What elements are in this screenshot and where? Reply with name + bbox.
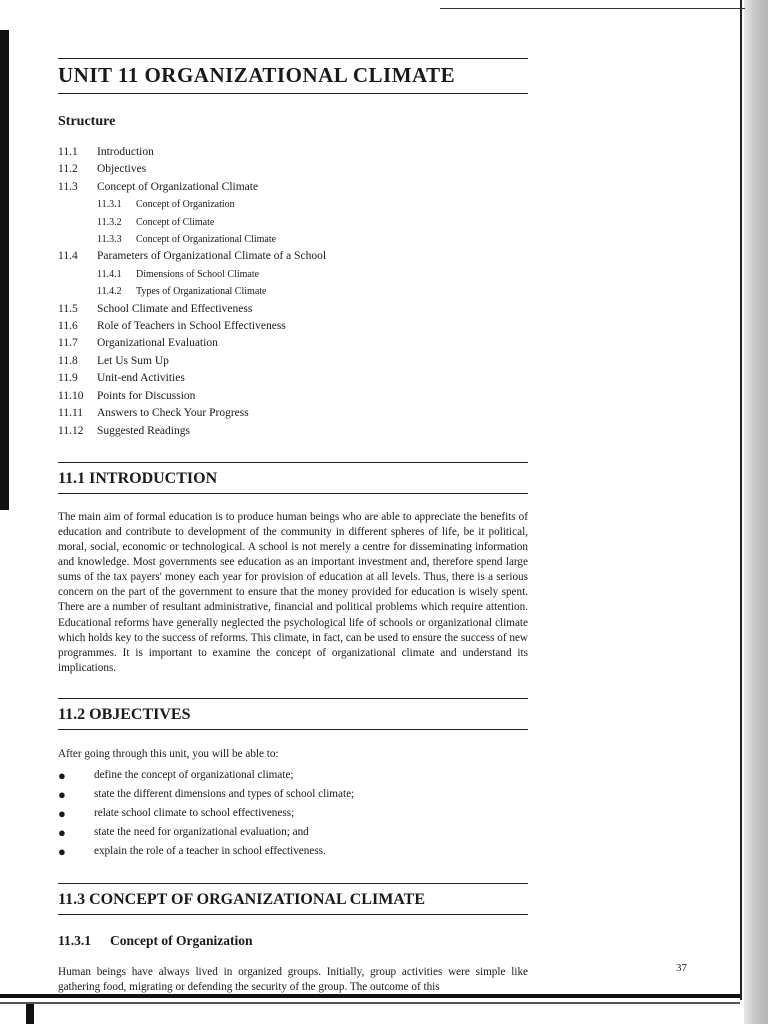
toc-label: Suggested Readings bbox=[97, 424, 190, 437]
toc-subentry bbox=[58, 196, 528, 213]
objective-item bbox=[58, 823, 528, 842]
toc-label: Organizational Evaluation bbox=[97, 337, 218, 350]
section-rule-top bbox=[58, 698, 528, 699]
subsection-number: 11.3.1 bbox=[58, 932, 92, 948]
bullet-icon: ● bbox=[58, 786, 66, 802]
toc-subentry bbox=[58, 266, 528, 283]
objective-item bbox=[58, 766, 528, 785]
section-rule-top bbox=[58, 883, 528, 884]
bottom-bar-thin bbox=[0, 1002, 740, 1004]
bullet-icon: ● bbox=[58, 824, 66, 840]
toc-entry bbox=[58, 423, 528, 440]
structure-heading: Structure bbox=[58, 114, 116, 129]
page-frame-top-line bbox=[440, 8, 745, 9]
objective-text: state the different dimensions and types of school climate; bbox=[94, 787, 355, 800]
section-heading: 11.3 CONCEPT OF ORGANIZATIONAL CLIMATE bbox=[58, 890, 426, 908]
toc-number: 11.4.1 bbox=[97, 268, 122, 280]
objective-text: relate school climate to school effectiveness; bbox=[94, 806, 295, 819]
objective-text: define the concept of organizational climate; bbox=[94, 768, 294, 781]
bottom-corner-mark bbox=[26, 1004, 34, 1024]
toc-label: Let Us Sum Up bbox=[97, 354, 169, 367]
toc-entry bbox=[58, 144, 528, 161]
toc-label: Concept of Organizational Climate bbox=[136, 234, 277, 246]
section-heading: 11.2 OBJECTIVES bbox=[58, 705, 191, 723]
toc-entry bbox=[58, 318, 528, 335]
toc-number: 11.5 bbox=[58, 302, 78, 315]
toc-number: 11.3.2 bbox=[97, 216, 122, 228]
section-rule-bottom bbox=[58, 493, 528, 494]
toc-entry bbox=[58, 161, 528, 178]
toc-entry bbox=[58, 301, 528, 318]
toc-number: 11.1 bbox=[58, 146, 78, 158]
toc-entry bbox=[58, 370, 528, 387]
unit-title: UNIT 11 ORGANIZATIONAL CLIMATE bbox=[58, 63, 456, 87]
bullet-icon: ● bbox=[58, 805, 66, 821]
introduction-section bbox=[58, 462, 528, 676]
toc-label: Concept of Organizational Climate bbox=[97, 180, 259, 193]
page-frame-left-bar bbox=[0, 30, 9, 510]
toc-label: Dimensions of School Climate bbox=[136, 268, 260, 280]
page-content bbox=[58, 58, 528, 995]
section-rule-bottom bbox=[58, 914, 528, 915]
objective-text: state the need for organizational evaluation; and bbox=[94, 825, 309, 838]
toc-label: Concept of Climate bbox=[136, 216, 215, 228]
page-frame-right-line bbox=[740, 0, 742, 1000]
toc-label: Parameters of Organizational Climate of a School bbox=[97, 250, 327, 263]
concept-section bbox=[58, 883, 528, 995]
toc-number: 11.4.2 bbox=[97, 286, 122, 298]
concept-text: Human beings have always lived in organized groups. Initially, group activities were simple like gathering food, migrating or defending the security of the group. The outcome of this bbox=[58, 965, 528, 994]
introduction-text: The main aim of formal education is to produce human beings who are able to appreciate the benefits of education and contribute to development of the community in different spheres of life, be it political, moral, social, economic or technological. A school is not merely a centre for disseminating information and knowledge. Most governments see education as an important investment and, therefore spend large sums of the tax payers' money each year for provision of education at all levels. Thus, there is a serious concern on the part of the government to ensure that the money provided for education is wisely spent. There are a number of resultant administrative, financial and political problems which require attention. Educational reforms have generally neglected the psychological life of schools or organizational climate which holds key to the success of reforms. This climate, in fact, can be used to ensure the success of new programmes. It is important to examine the concept of organizational climate and understand its implications. bbox=[58, 510, 528, 674]
toc-label: Concept of Organization bbox=[136, 199, 235, 211]
toc-label: Types of Organizational Climate bbox=[136, 286, 267, 298]
toc-label: Role of Teachers in School Effectiveness bbox=[97, 320, 286, 333]
toc-label: Answers to Check Your Progress bbox=[97, 407, 249, 420]
subsection-title: Concept of Organization bbox=[110, 932, 253, 948]
toc-label: Unit-end Activities bbox=[97, 372, 185, 385]
toc-entry bbox=[58, 388, 528, 405]
toc-number: 11.9 bbox=[58, 372, 78, 385]
toc-number: 11.3.1 bbox=[97, 199, 122, 211]
toc-number: 11.8 bbox=[58, 354, 78, 367]
page-number: 37 bbox=[676, 962, 687, 974]
toc-subentry bbox=[58, 231, 528, 248]
toc-number: 11.11 bbox=[58, 407, 84, 420]
objectives-intro: After going through this unit, you will be able to: bbox=[58, 747, 279, 760]
toc-label: Points for Discussion bbox=[97, 389, 196, 402]
toc-label: Objectives bbox=[97, 163, 147, 176]
title-rule-top bbox=[58, 58, 528, 59]
section-heading: 11.1 INTRODUCTION bbox=[58, 469, 218, 487]
toc-entry bbox=[58, 335, 528, 352]
toc-number: 11.6 bbox=[58, 320, 78, 333]
toc-entry bbox=[58, 248, 528, 265]
bullet-icon: ● bbox=[58, 843, 66, 859]
toc-number: 11.3.3 bbox=[97, 234, 122, 246]
toc-entry bbox=[58, 179, 528, 196]
objective-item bbox=[58, 785, 528, 804]
objective-item bbox=[58, 842, 528, 861]
bullet-icon: ● bbox=[58, 767, 66, 783]
toc-entry bbox=[58, 405, 528, 422]
toc-number: 11.3 bbox=[58, 180, 78, 193]
toc-number: 11.7 bbox=[58, 337, 78, 350]
toc-entry bbox=[58, 353, 528, 370]
toc-number: 11.2 bbox=[58, 163, 78, 176]
toc-label: School Climate and Effectiveness bbox=[97, 302, 253, 315]
page-frame-right bbox=[744, 0, 768, 1024]
objective-item bbox=[58, 804, 528, 823]
objective-text: explain the role of a teacher in school effectiveness. bbox=[94, 844, 326, 857]
title-rule-bottom bbox=[58, 93, 528, 94]
objectives-section bbox=[58, 698, 528, 861]
toc-subentry bbox=[58, 214, 528, 231]
toc-number: 11.10 bbox=[58, 389, 84, 402]
toc-number: 11.12 bbox=[58, 424, 84, 437]
toc-number: 11.4 bbox=[58, 250, 78, 263]
section-rule-top bbox=[58, 462, 528, 463]
toc-subentry bbox=[58, 283, 528, 300]
toc-label: Introduction bbox=[97, 146, 154, 158]
objectives-list bbox=[58, 766, 528, 861]
table-of-contents bbox=[58, 144, 528, 440]
subsection-heading bbox=[58, 933, 528, 949]
section-rule-bottom bbox=[58, 729, 528, 730]
